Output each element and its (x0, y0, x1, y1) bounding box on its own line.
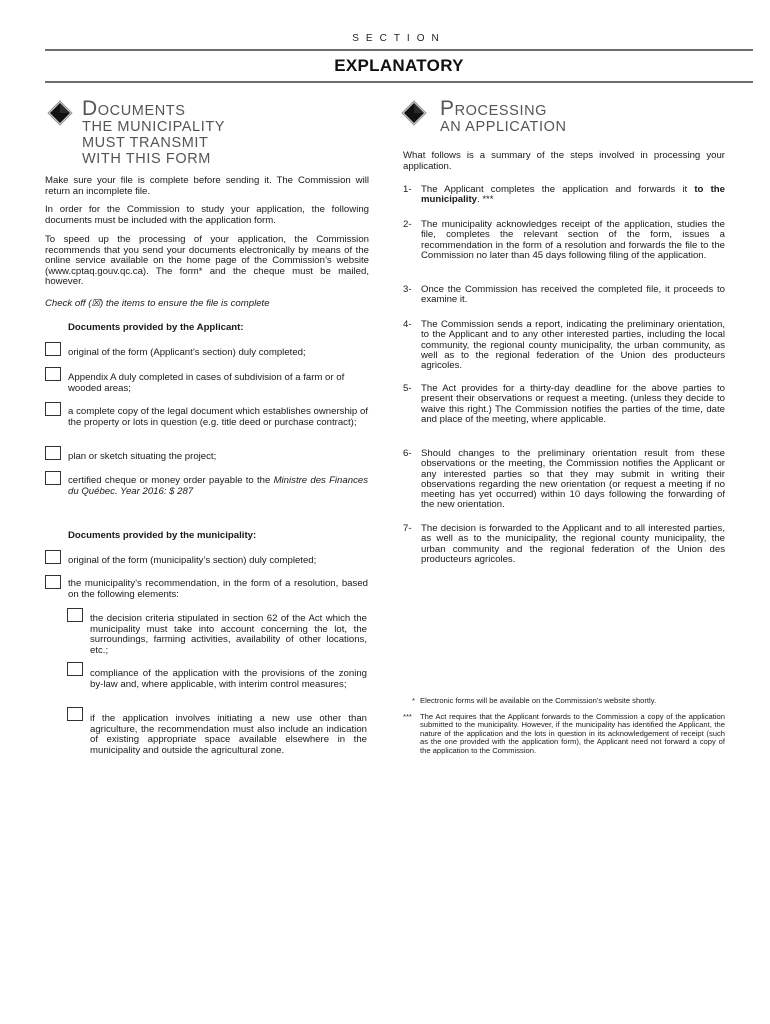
checkbox[interactable] (45, 342, 61, 356)
checklist-item: plan or sketch situating the project; (68, 451, 217, 462)
top-rule (45, 49, 753, 51)
municipality-heading: Documents provided by the municipality: (68, 530, 257, 541)
step-item (403, 524, 725, 565)
bottom-rule (45, 81, 753, 83)
applicant-heading: Documents provided by the Applicant: (68, 322, 244, 333)
footnote (403, 713, 725, 755)
checkbox[interactable] (67, 707, 83, 721)
checkbox[interactable] (45, 367, 61, 381)
step-number: 3- (403, 284, 412, 295)
step-text: The decision is forwarded to the Applicant and to all interested parties, as well as to the municipality, the regional county municipality, the urban community and the regional federation of the Union des producteurs agricoles. (421, 523, 725, 565)
footnote-text: The Act requires that the Applicant forwards to the Commission a copy of the application submitted to the municipality. However, if the municipality has identified the Applicant, the nature of the application and the lots in question in its acknowledgement of receipt (such as the one provided with the application form), the Applicant need not forward a copy of the application to the Commission. (420, 712, 725, 755)
checklist-subitem: the decision criteria stipulated in section 62 of the Act which the municipality must take into account concerning the lot, the surroundings, farming activities, availability of other locations, etc.; (90, 613, 367, 656)
diamond-bullet-icon (46, 99, 74, 127)
checkbox[interactable] (45, 575, 61, 589)
checkbox[interactable] (67, 662, 83, 676)
checklist-subitem: if the application involves initiating a new use other than agriculture, the recommendation must also include an indication of existing appropriate space available elsewhere in the municipality and outside the agricultural zone. (90, 713, 367, 756)
step-item (403, 185, 725, 206)
checkbox[interactable] (45, 471, 61, 485)
step-suffix: . *** (476, 194, 494, 206)
step-text: Once the Commission has received the completed file, it proceeds to examine it. (421, 284, 725, 306)
checklist-item: Appendix A duly completed in cases of subdivision of a farm or of wooded areas; (68, 372, 345, 394)
step-number: 1- (403, 184, 412, 195)
diamond-bullet-icon (400, 99, 428, 127)
step-text: Should changes to the preliminary orientation result from these observations or the meeting, the Commission notifies the Applicant or any interested parties so that they may submit in writing their observations regarding the new orientation (or request a meeting if no meeting has yet occurred) within 10 days following the forwarding of the new orientation. (421, 448, 725, 511)
checkbox[interactable] (45, 402, 61, 416)
intro-paragraph: To speed up the processing of your application, the Commission recommends that you send your documents electronically by means of the online service available on the home page of the Commission’s website (www.cptaq.gouv.qc.ca). The form* and the cheque must be mailed, however. (45, 234, 369, 288)
heading-initial: D (82, 97, 98, 120)
footnote-mark: * (412, 696, 415, 705)
processing-heading (440, 97, 567, 135)
heading-line: THE MUNICIPALITY (82, 119, 226, 135)
checkbox[interactable] (45, 550, 61, 564)
heading-rest: ROCESSING (454, 103, 548, 119)
footnote (403, 697, 725, 705)
step-text: The Act provides for a thirty-day deadline for the above parties to present their observations or request a meeting. (unless they decide to waive this right.) The Commission notifies the parties of the time, date and place of the meeting, where applicable. (421, 383, 725, 425)
step-number: 7- (403, 523, 412, 534)
step-text: The municipality acknowledges receipt of the application, studies the file, completes the relevant section of the form, issues a recommendation in the form of a resolution and forwards the file to the Commission no later than 45 days following filing of the application. (421, 219, 725, 261)
section-label: SECTION (352, 33, 446, 44)
step-item (403, 320, 725, 371)
step-number: 4- (403, 319, 412, 330)
cheque-payee: Ministre des Finances du Québec. Year 2016: $ 287 (68, 475, 368, 497)
checkbox[interactable] (67, 608, 83, 622)
checklist-item: a complete copy of the legal document which establishes ownership of the property or lots in question (e.g. title deed or purchase contract); (68, 406, 368, 428)
heading-initial: P (440, 97, 455, 120)
checklist-item: the municipality’s recommendation, in the form of a resolution, based on the following elements: (68, 578, 368, 600)
step-text: The Applicant completes the application and forwards it (421, 184, 695, 195)
page-title: EXPLANATORY (334, 56, 464, 75)
checklist-item: original of the form (municipality’s section) duly completed; (68, 555, 317, 566)
step-item (403, 220, 725, 261)
intro-paragraph: In order for the Commission to study your application, the following documents must be included with the application form. (45, 204, 369, 226)
step-item (403, 384, 725, 425)
footnote-mark: *** (403, 712, 412, 721)
heading-line: MUST TRANSMIT (82, 135, 209, 151)
step-item (403, 449, 725, 511)
step-number: 6- (403, 448, 412, 459)
step-number: 5- (403, 383, 412, 394)
heading-line: WITH THIS FORM (82, 151, 211, 167)
checklist-subitem: compliance of the application with the provisions of the zoning by-law and, where applicable, with interim control measures; (90, 668, 367, 690)
footnote-text: Electronic forms will be available on the Commission’s website shortly. (420, 696, 657, 705)
processing-intro: What follows is a summary of the steps involved in processing your application. (403, 150, 725, 172)
step-text: The Commission sends a report, indicating the preliminary orientation, to the Applicant and to any other interested parties, including the local community, the regional county municipality, the urban community, as well as to the regional federation of the Union des producteurs agricoles. (421, 319, 725, 372)
intro-paragraph: Make sure your file is complete before sending it. The Commission will return an incomplete file. (45, 175, 369, 197)
checkbox[interactable] (45, 446, 61, 460)
heading-line: AN APPLICATION (440, 119, 567, 135)
step-item (403, 285, 725, 306)
step-bold: to the municipality (421, 184, 725, 206)
documents-heading (82, 97, 226, 167)
step-number: 2- (403, 219, 412, 230)
heading-rest: OCUMENTS (97, 103, 186, 119)
checklist-item-cheque (68, 476, 368, 497)
checklist-item: original of the form (Applicant’s section) duly completed; (68, 347, 306, 358)
cheque-prefix: certified cheque or money order payable to the (68, 475, 274, 486)
check-instruction: Check off (☒) the items to ensure the file is complete (45, 298, 270, 309)
